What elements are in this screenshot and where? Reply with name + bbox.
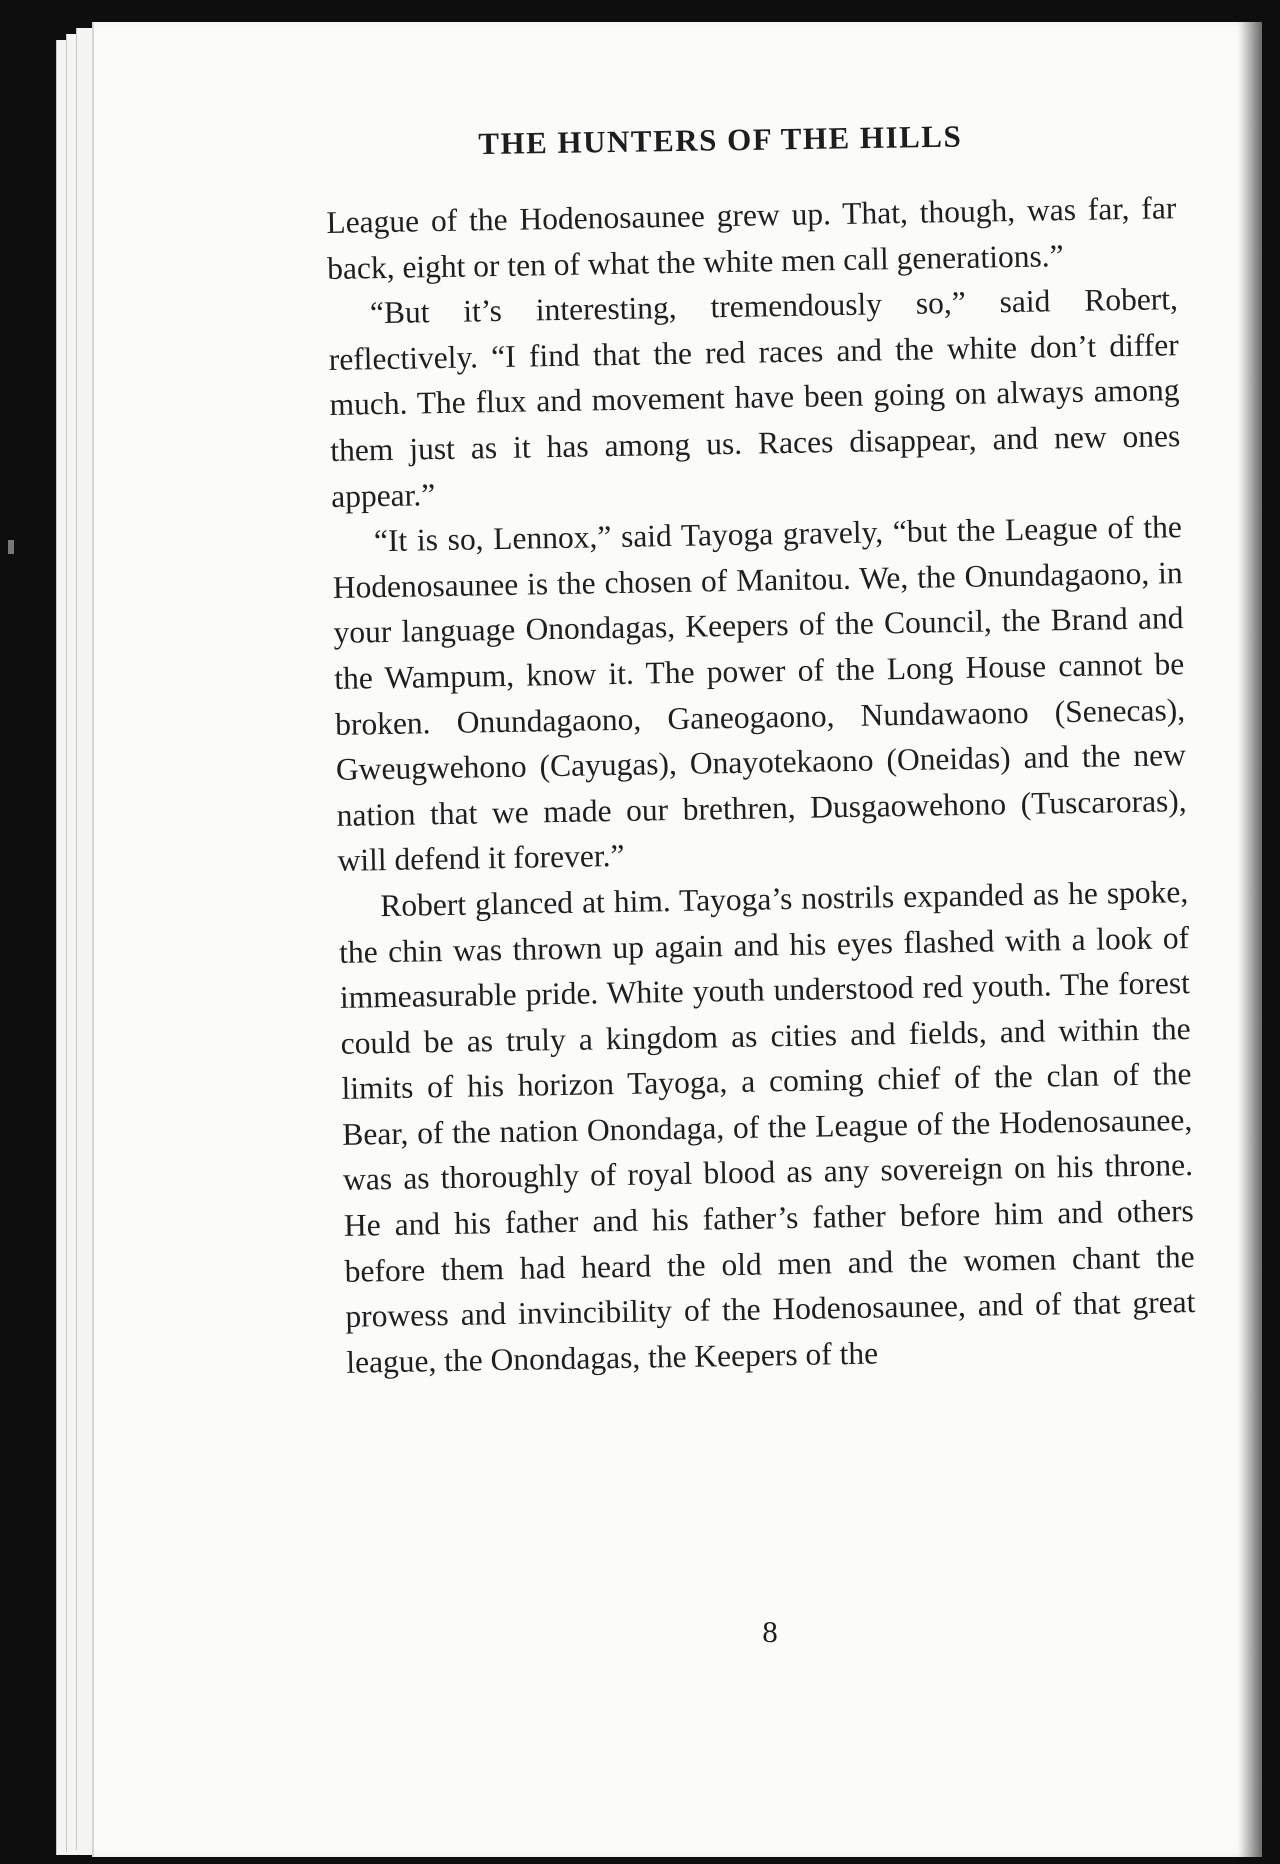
- paragraph: “It is so, Lennox,” said Tayoga gravely, “but the League of the Hodenosaunee is the chosen of Manitou. We, the Onundagaono, in your language Onondagas, Keepers of the Council, the Brand and the Wampum, know it. The power of the Long House cannot be broken. Onundagaono, Ganeogaono, Nundawaono (Senecas), Gweugwehono (Cayugas), Onayotekaono (Oneidas) and the new nation that we made our brethren, Dusgaowehono (Tuscaroras), will defend it forever.”: [332, 509, 1187, 879]
- paragraph: League of the Hodenosaunee grew up. That, though, was far, far back, eight or ten of what the white men call generations.”: [326, 190, 1177, 286]
- paragraph: Robert glanced at him. Tayoga’s nostrils expanded as he spoke, the chin was thrown up again and his eyes flashed with a look of immeasurable pride. White youth understood red youth. The forest could be as truly a kingdom as cities and fields, and within the limits of his horizon Tayoga, a coming chief of the clan of the Bear, of the nation Onondaga, of the League of the Hodenosaunee, was as thoroughly of royal blood as any sovereign on his throne. He and his father and his father’s father before him and others before them had heard the old men and the women chant the prowess and invincibility of the Hodenosaunee, and of that great league, the Onondagas, the Keepers of the: [338, 873, 1196, 1380]
- scan-speck: [8, 540, 14, 554]
- page-number: 8: [762, 1614, 778, 1649]
- body-text: [326, 185, 1197, 1385]
- running-head: THE HUNTERS OF THE HILLS: [478, 118, 963, 162]
- gutter-shadow: [1238, 22, 1262, 1857]
- paragraph: “But it’s interesting, tremendously so,” said Robert, reflectively. “I find that the red races and the white don’t differ much. The flux and movement have been going on always among them just as it has among us. Races disappear, and new ones appear.”: [328, 281, 1181, 514]
